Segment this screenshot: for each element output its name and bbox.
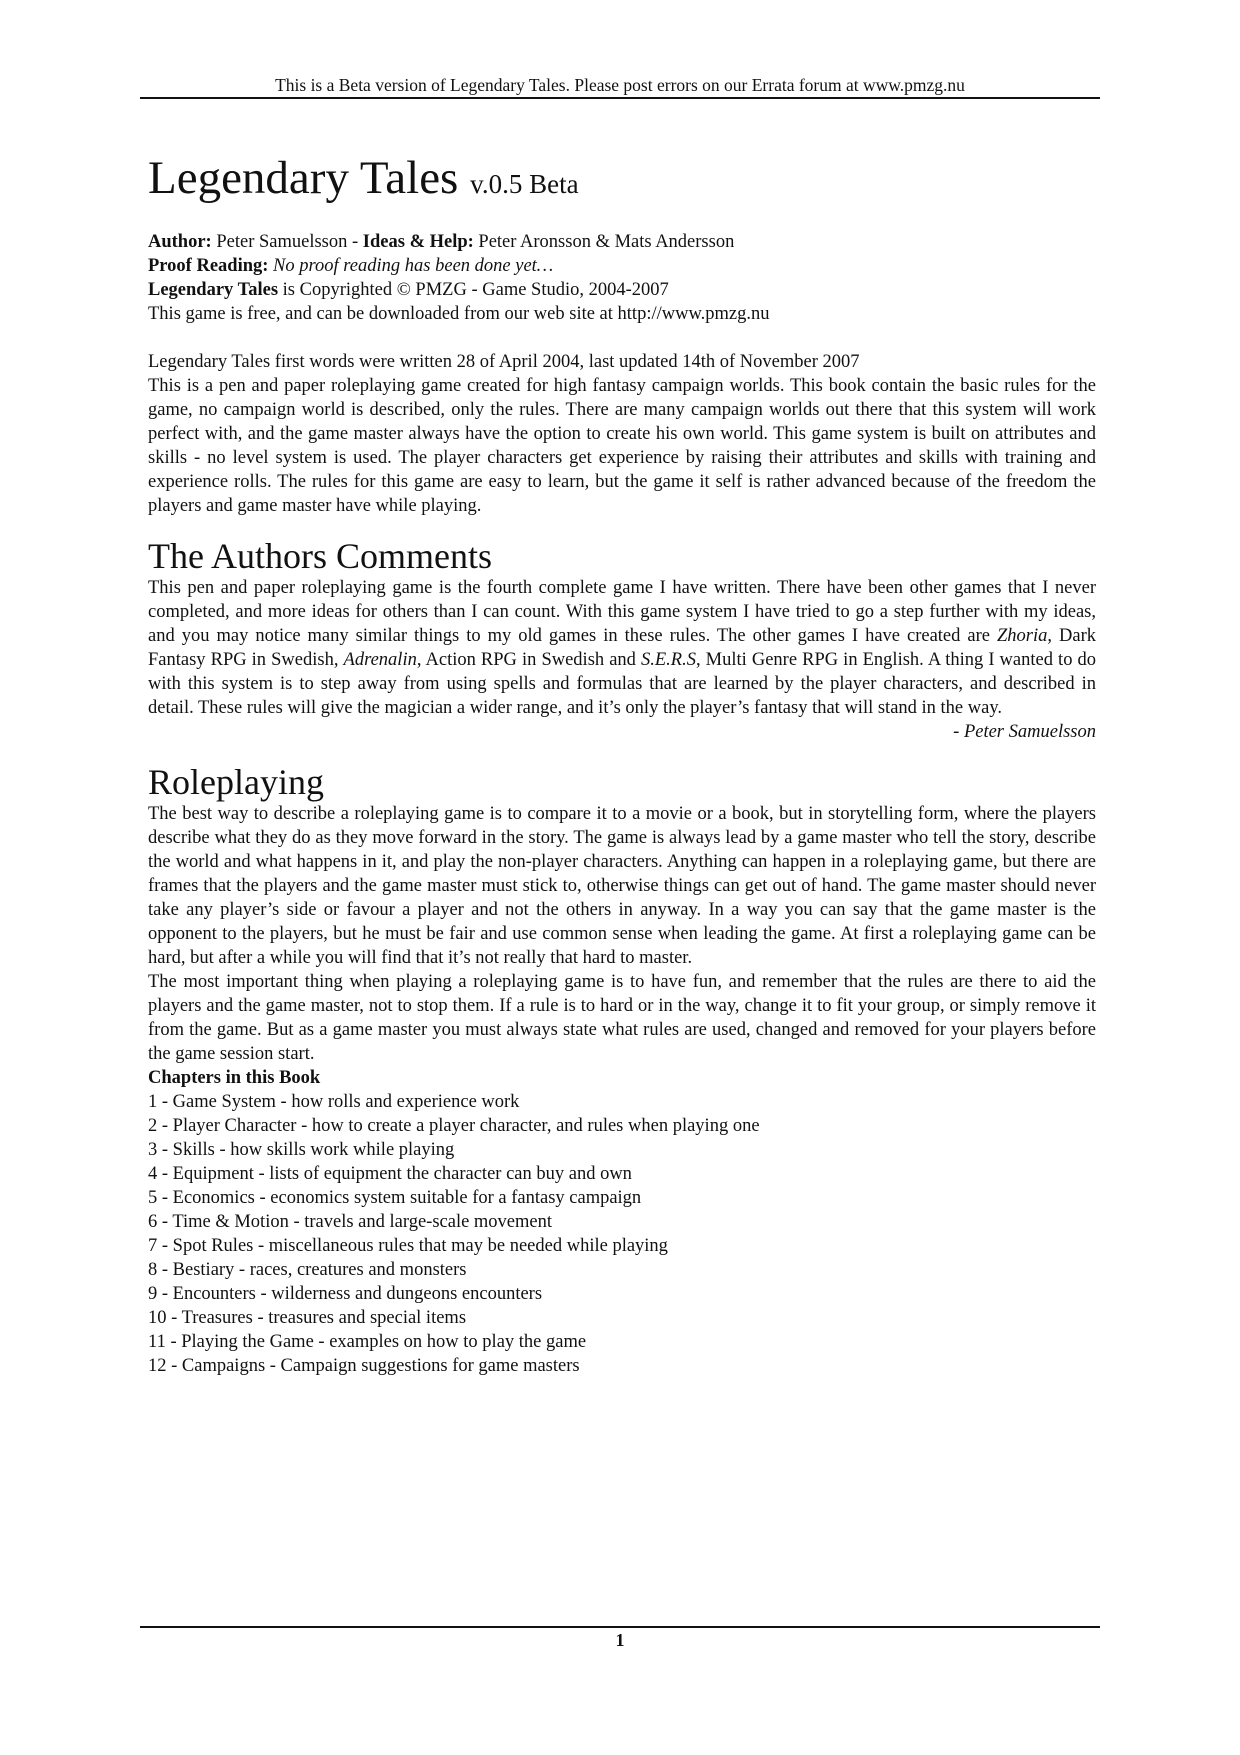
- page-content: [148, 150, 1096, 1378]
- authors-comments-heading: The Authors Comments: [148, 536, 492, 576]
- credits-line: [148, 230, 1096, 254]
- game-title-adrenalin: Adrenalin: [343, 650, 417, 670]
- title-main: Legendary Tales: [148, 152, 459, 204]
- download-line: This game is free, and can be downloaded from our web site at http://www.pmzg.nu: [148, 304, 770, 324]
- chapter-item: 7 - Spot Rules - miscellaneous rules that may be needed while playing: [148, 1236, 668, 1256]
- title-version: v.0.5 Beta: [470, 169, 579, 199]
- ideas-label: Ideas & Help:: [362, 232, 474, 252]
- comments-part-4: , Multi Genre RPG in English. A thing I wanted to do with this system is to step away from using spells and formulas that are learned by the player characters, and described in detail. These rules will give the magician a wider range, and it’s only the player’s fantasy that will stand in the way.: [148, 650, 1097, 718]
- chapter-item: 1 - Game System - how rolls and experience work: [148, 1092, 520, 1112]
- page-header-notice: This is a Beta version of Legendary Tales. Please post errors on our Errata forum at www.pmzg.nu: [275, 75, 965, 95]
- chapter-item: 8 - Bestiary - races, creatures and monsters: [148, 1260, 467, 1280]
- proof-label: Proof Reading:: [148, 256, 269, 276]
- author-signature: - Peter Samuelsson: [953, 722, 1096, 742]
- game-title-zhoria: Zhoria: [997, 626, 1048, 646]
- roleplaying-heading: Roleplaying: [148, 762, 324, 802]
- chapter-item: 2 - Player Character - how to create a player character, and rules when playing one: [148, 1116, 760, 1136]
- document-title: [148, 150, 1096, 212]
- author-value: Peter Samuelsson -: [216, 232, 359, 252]
- comments-part-2: , Dark Fantasy RPG in Swedish,: [148, 626, 1097, 670]
- ideas-value: Peter Aronsson & Mats Andersson: [478, 232, 735, 252]
- chapter-item: 4 - Equipment - lists of equipment the character can buy and own: [148, 1164, 632, 1184]
- roleplaying-paragraph-1: The best way to describe a roleplaying game is to compare it to a movie or a book, but in storytelling form, where the players describe what they do as they move forward in the story. The game is always lead by a game master who tell the story, describe the world and what happens in it, and play the non-player characters. Anything can happen in a roleplaying game, but there are frames that the players and the game master must stick to, otherwise things can get out of hand. The game master should never take any player’s side or favour a player and not the others in anyway. In a way you can say that the game master is the opponent to the players, but he must be fair and use common sense when leading the game. At first a roleplaying game can be hard, but after a while you will find that it’s not really that hard to master.: [148, 804, 1096, 968]
- intro-paragraph: This is a pen and paper roleplaying game created for high fantasy campaign worlds. This book contain the basic rules for the game, no campaign world is described, only the rules. There are many campaign worlds out there that this system will work perfect with, and the game master always have the option to create his own world. This game system is built on attributes and skills - no level system is used. The player characters get experience by raising their attributes and skills with training and experience rolls. The rules for this game are easy to learn, but the game it self is rather advanced because of the freedom the players and game master have while playing.: [148, 376, 1096, 516]
- comments-part-3: , Action RPG in Swedish and: [416, 650, 636, 670]
- chapter-item: 9 - Encounters - wilderness and dungeons encounters: [148, 1284, 543, 1304]
- game-title-sers: S.E.R.S: [641, 650, 696, 670]
- roleplaying-paragraph-2: The most important thing when playing a roleplaying game is to have fun, and remember that the rules are there to aid the players and the game master, not to stop them. If a rule is to hard or in the way, change it to fit your group, or simply remove it from the game. But as a game master you must always state what rules are used, changed and removed for your players before the game session start.: [148, 972, 1096, 1064]
- chapter-item: 11 - Playing the Game - examples on how to play the game: [148, 1332, 587, 1352]
- page-number: 1: [615, 1630, 625, 1650]
- chapters-heading: Chapters in this Book: [148, 1068, 321, 1088]
- chapter-item: 12 - Campaigns - Campaign suggestions for game masters: [148, 1356, 580, 1376]
- copyright-rest: is Copyrighted © PMZG - Game Studio, 2004-2007: [282, 280, 669, 300]
- section-gap: [148, 744, 1096, 762]
- header-rule: [140, 97, 1100, 99]
- copyright-name: Legendary Tales: [148, 280, 279, 300]
- comments-part-1: This pen and paper roleplaying game is the fourth complete game I have written. There have been other games that I never completed, and more ideas for others than I can count. With this game system I have tried to go a step further with my ideas, and you may notice many similar things to my old games in these rules. The other games I have created are: [148, 578, 1096, 646]
- chapters-list: [148, 1090, 1096, 1378]
- copyright-line: [148, 278, 1096, 302]
- authors-comments-paragraph: [148, 576, 1096, 720]
- chapter-item: 6 - Time & Motion - travels and large-scale movement: [148, 1212, 553, 1232]
- chapter-item: 5 - Economics - economics system suitable for a fantasy campaign: [148, 1188, 642, 1208]
- copyright-block: [148, 278, 1096, 326]
- proof-value: No proof reading has been done yet…: [273, 256, 554, 276]
- section-gap: [148, 518, 1096, 536]
- dates-line: Legendary Tales first words were written 28 of April 2004, last updated 14th of November 2007: [148, 352, 860, 372]
- chapter-item: 3 - Skills - how skills work while playing: [148, 1140, 455, 1160]
- author-label: Author:: [148, 232, 212, 252]
- proof-reading-line: [148, 254, 1096, 278]
- chapter-item: 10 - Treasures - treasures and special items: [148, 1308, 467, 1328]
